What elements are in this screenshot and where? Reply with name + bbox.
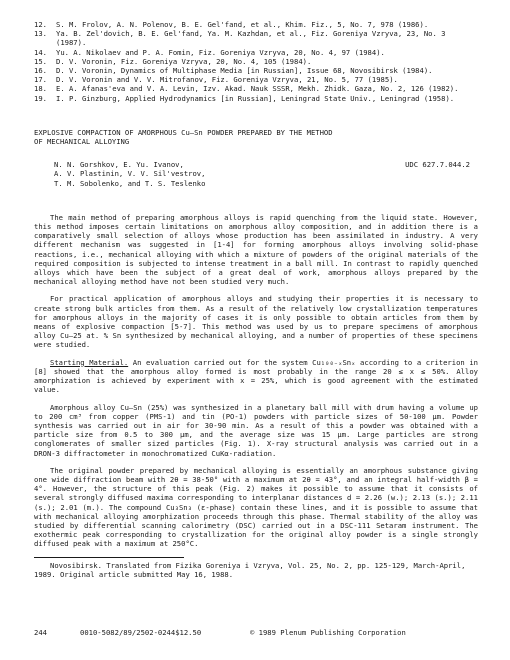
reference-item: 17. D. V. Voronin and V. V. Mitrofanov, Fiz. Goreniya Vzryva, 21, No. 5, 77 (1985). [34,75,398,85]
article-title-line: EXPLOSIVE COMPACTION OF AMORPHOUS Cu–Sn POWDER PREPARED BY THE METHOD [34,127,333,137]
reference-item: 14. Yu. A. Nikolaev and P. A. Fomin, Fiz. Goreniya Vzryva, 20, No. 4, 97 (1984). [34,47,385,57]
author-list [54,160,205,188]
paragraph-text: An evaluation carried out for the system Cu₁₀₀₋ₓSnₓ according to a criterion in [8] showed that the amorphous alloy formed is most probably in the range 20 ≤ x ≤ 50%. Alloy amorphization is achieved by experiment with x = 25%, which is good agreement with the estimated value. [34,357,478,395]
paragraph: The main method of preparing amorphous alloys is rapid quenching from the liquid state. However, this method imposes certain limitations on amorphous alloy composition, and in addition there is a comparatively small selection of alloys whose production has been assimilated in industry. A very different mechanism was suggested in [1-4] for forming amorphous alloys involving solid-phase reactions, i.e., mechanical alloying with which a mixture of powders of the original materials of the required composition is subjected to intense treatment in a ball mill. In contrast to rapidly quenched alloys which have been the subject of a great deal of work, amorphous alloys prepared by the mechanical alloying method have not been studied very much. [34,212,478,287]
author-line: A. V. Plastinin, V. V. Sil'vestrov, [54,169,206,179]
reference-item: 12. S. M. Frolov, A. N. Polenov, B. E. Gel'fand, et al., Khim. Fiz., 5, No. 7, 978 (1986). [34,20,429,29]
page-footer [34,628,478,637]
udc-code: UDC 627.7.044.2 [405,160,470,170]
reference-list [34,20,478,103]
page-number: 244 [34,628,47,637]
footnote-text: Novosibirsk. Translated from Fizika Goreniya i Vzryva, Vol. 25, No. 2, pp. 125-129, March-April, 1989. Original article submitted May 16, 1988. [34,560,466,579]
reference-item: 18. E. A. Afanas'eva and V. A. Levin, Izv. Akad. Nauk SSSR, Mekh. Zhidk. Gaza, No. 2, 126 (1982). [34,84,459,94]
reference-item: 13. Ya. B. Zel'dovich, B. E. Gel'fand, Ya. M. Kazhdan, et al., Fiz. Goreniya Vzryva, 23, No. 3 (1987). [34,29,446,48]
article-body [34,213,478,549]
article-title-line: OF MECHANICAL ALLOYING [34,137,130,147]
article-title [34,128,478,146]
section-heading: Starting Material. [50,357,129,367]
paragraph: For practical application of amorphous alloys and studying their properties it is necessary to create strong bulk articles from them. As a result of the relatively low crystallization temperatures for amorphous alloys in the majority of cases it is only possible to obtain articles from them by means of explosive compaction [5-7]. This method was used by us to prepare specimens of amorphous alloy Cu–25 at. % Sn synthesized by mechanical alloying, and a number of properties of these specimens were studied. [34,294,478,350]
paragraph: The original powder prepared by mechanical alloying is essentially an amorphous substance giving one wide diffraction beam with 2θ = 38-50° with a maximum at 2θ = 43°, and an integral half-width β = 4°. However, the structure of this peak (Fig. 2) makes it possible to assume that it consists of several strongly diffused maxima corresponding to interplanar distances d = 2.26 (w.); 2.13 (s.); 2.11 (s.); 2.01 (m.). The compound Cu₃Sn₃ (ε-phase) contain these lines, and it is possible to assume that with mechanical alloying amorphization proceeds through this phase. Thermal stability of the alloy was studied by differential scanning calorimetry (DSC) carried out in a DSC-111 Setaram instrument. The exothermic peak corresponding to crystallization for the original alloy powder is a single strongly diffused peak with a maximum at 250°C. [34,465,478,549]
footnote-divider [34,557,184,558]
reference-item: 15. D. V. Voronin, Fiz. Goreniya Vzryva, 20, No. 4, 105 (1984). [34,56,312,66]
copyright-notice: © 1989 Plenum Publishing Corporation [250,628,406,637]
reference-item: 16. D. V. Voronin, Dynamics of Multiphase Media [in Russian], Issue 68, Novosibirsk (1984). [34,66,433,76]
author-line: N. N. Gorshkov, E. Yu. Ivanov, [54,160,184,170]
footnote [34,561,478,579]
article-code: 0010-5082/89/2502-0244$12.50 [80,628,202,637]
page [34,20,478,579]
paragraph: Amorphous alloy Cu–Sn (25%) was synthesized in a planetary ball mill with drum having a volume up to 200 cm³ from copper (PMS-1) and tin (PO-1) powders with particle sizes of 50-100 μm. Powder synthesis was carried out in air for 30-90 min. As a result of this a powder was obtained with a particle size from 0.5 to 300 μm, and the average size was 15 μm. Large particles are strong conglomerates of smaller sized particles (Fig. 1). X-ray structural analysis was carried out in a DRON-3 diffractometer in monochromatized CuKα-radiation. [34,402,478,458]
reference-item: 19. I. P. Ginzburg, Applied Hydrodynamics [in Russian], Leningrad State Univ., Leningrad (1958). [34,93,455,103]
author-line: T. M. Sobolenko, and T. S. Teslenko [54,178,206,188]
paragraph [34,358,478,395]
byline [34,160,478,188]
